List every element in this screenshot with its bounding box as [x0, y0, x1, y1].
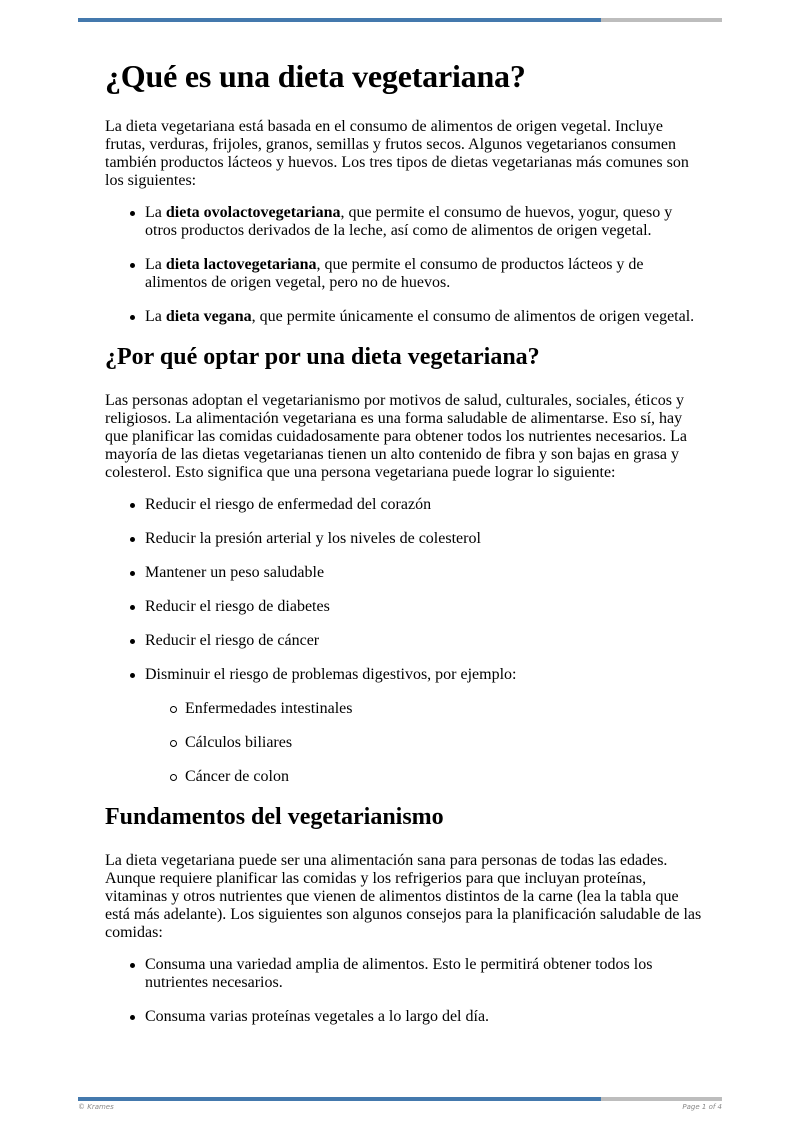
- list-item-digestive-example: Cáncer de colon: [145, 768, 705, 786]
- footer-rule: [78, 1097, 722, 1101]
- list-item-digestive-example: Cálculos biliares: [145, 734, 705, 752]
- list-item-benefit: Mantener un peso saludable: [105, 564, 705, 582]
- footer-rule-gray: [601, 1097, 722, 1101]
- list-item-benefit: Reducir el riesgo de diabetes: [105, 598, 705, 616]
- section1-title: ¿Qué es una dieta vegetariana?: [105, 58, 526, 94]
- benefits-list: [105, 496, 705, 786]
- diet-types-list: [105, 204, 705, 326]
- list-item-diet-type: La dieta ovolactovegetariana, que permite el consumo de huevos, yogur, queso y otros productos derivados de la leche, así como de alimentos de origen vegetal.: [105, 204, 705, 240]
- list-item-tip: Consuma una variedad amplia de alimentos. Esto le permitirá obtener todos los nutrientes necesarios.: [105, 956, 705, 992]
- header-rule-gray: [601, 18, 722, 22]
- list-item-benefit: Reducir el riesgo de cáncer: [105, 632, 705, 650]
- header-rule: [78, 18, 722, 22]
- list-item-digestive-example: Enfermedades intestinales: [145, 700, 705, 718]
- footer-page-number: Page 1 of 4: [682, 1103, 722, 1111]
- footer-rule-accent: [78, 1097, 601, 1101]
- section2-title: ¿Por qué optar por una dieta vegetariana?: [105, 344, 540, 370]
- section3-title: Fundamentos del vegetarianismo: [105, 804, 444, 830]
- footer-copyright: © Krames: [78, 1103, 114, 1111]
- tips-list: [105, 956, 705, 1026]
- diet-type-name: dieta vegana: [165, 308, 252, 325]
- list-item-benefit: Reducir la presión arterial y los niveles de colesterol: [105, 530, 705, 548]
- section1-intro: La dieta vegetariana está basada en el consumo de alimentos de origen vegetal. Incluye frutas, verduras, frijoles, granos, semillas y frutos secos. Algunos vegetarianos consumen también productos lácteos y huevos. Los tres tipos de dietas vegetarianas más comunes son los siguientes:: [105, 118, 689, 189]
- list-item-benefit: Reducir el riesgo de enfermedad del corazón: [105, 496, 705, 514]
- diet-type-name: dieta ovolactovegetariana: [165, 204, 341, 221]
- diet-type-name: dieta lactovegetariana: [165, 256, 317, 273]
- list-item-diet-type: La dieta lactovegetariana, que permite el consumo de productos lácteos y de alimentos de origen vegetal, pero no de huevos.: [105, 256, 705, 292]
- digestive-examples-list: [145, 700, 705, 786]
- benefit-digestive-label: Disminuir el riesgo de problemas digestivos, por ejemplo:: [145, 666, 517, 683]
- section3-intro: La dieta vegetariana puede ser una alimentación sana para personas de todas las edades. Aunque requiere planificar las comidas y los refrigerios para que incluyan proteínas, vitaminas y otros nutrientes que vienen de alimentos distintos de la carne (lea la tabla que está más adelante). Los siguientes son algunos consejos para la planificación saludable de las comidas:: [105, 852, 702, 941]
- header-rule-accent: [78, 18, 601, 22]
- list-item-benefit: [105, 666, 705, 786]
- section2-intro: Las personas adoptan el vegetarianismo por motivos de salud, culturales, sociales, éticos y religiosos. La alimentación vegetariana es una forma saludable de alimentarse. Eso sí, hay que planificar las comidas cuidadosamente para obtener todos los nutrientes necesarios. La mayoría de las dietas vegetarianas tienen un alto contenido de fibra y son bajas en grasa y colesterol. Esto significa que una persona vegetariana puede lograr lo siguiente:: [105, 392, 688, 481]
- list-item-diet-type: La dieta vegana, que permite únicamente el consumo de alimentos de origen vegetal.: [105, 308, 705, 326]
- document-body: [105, 56, 705, 1042]
- list-item-tip: Consuma varias proteínas vegetales a lo largo del día.: [105, 1008, 705, 1026]
